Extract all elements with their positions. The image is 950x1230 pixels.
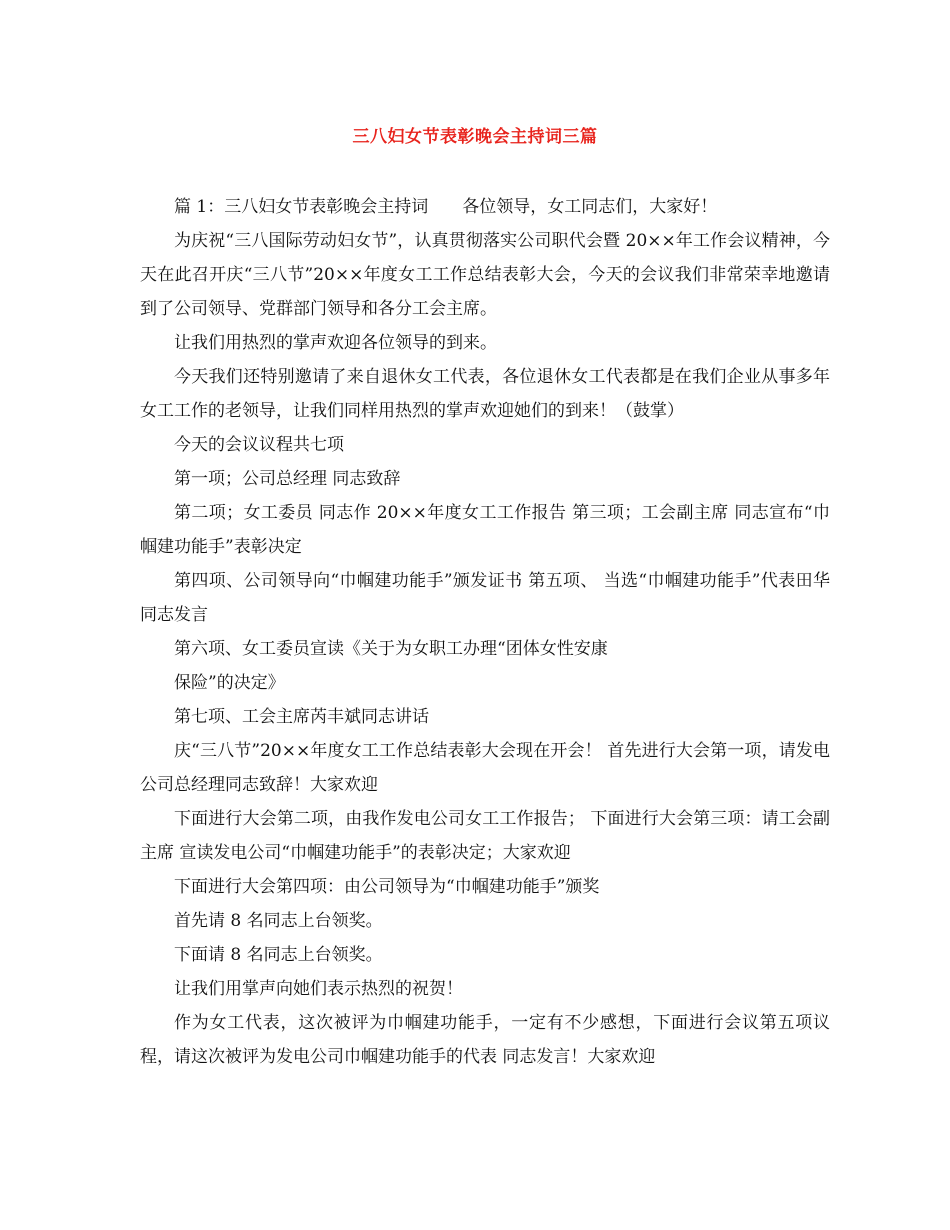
paragraph: 首先请 8 名同志上台领奖。 [174,911,383,931]
paragraph: 下面进行大会第四项：由公司领导为“巾帼建功能手”颁奖 [174,877,600,897]
paragraph: 让我们用热烈的掌声欢迎各位领导的到来。 [174,333,497,353]
paragraph: 为庆祝“三八国际劳动妇女节”，认真贯彻落实公司职代会暨 20××年工作会议精神，今天在此召开庆“三八节”20××年度女工工作总结表彰大会，今天的会议我们非常荣幸地邀请到了公司领导、党群部门领导和各分工会主席。 [140,231,830,319]
paragraph: 篇 1：三八妇女节表彰晚会主持词 各位领导，女工同志们，大家好！ [174,197,718,217]
paragraph: 庆“三八节”20××年度女工工作总结表彰大会现在开会！ 首先进行大会第一项，请发电公司总经理同志致辞！大家欢迎 [140,741,830,795]
paragraph: 第一项；公司总经理 同志致辞 [174,469,401,489]
paragraph: 让我们用掌声向她们表示热烈的祝贺！ [174,979,463,999]
paragraph: 下面请 8 名同志上台领奖。 [174,945,383,965]
paragraph: 第七项、工会主席芮丰斌同志讲话 [174,707,429,727]
paragraph: 今天我们还特别邀请了来自退休女工代表，各位退休女工代表都是在我们企业从事多年女工工作的老领导，让我们同样用热烈的掌声欢迎她们的到来！（鼓掌） [140,367,830,421]
paragraph: 作为女工代表，这次被评为巾帼建功能手，一定有不少感想，下面进行会议第五项议程，请这次被评为发电公司巾帼建功能手的代表 同志发言！大家欢迎 [140,1013,830,1067]
document-title: 三八妇女节表彰晚会主持词三篇 [352,127,598,147]
document-body [140,190,830,1074]
paragraph: 下面进行大会第二项，由我作发电公司女工工作报告； 下面进行大会第三项：请工会副主席 宣读发电公司“巾帼建功能手”的表彰决定；大家欢迎 [140,809,830,863]
paragraph: 保险”的决定》 [174,673,285,693]
paragraph: 第六项、女工委员宣读《关于为女职工办理“团体女性安康 [174,639,608,659]
paragraph: 第四项、公司领导向“巾帼建功能手”颁发证书 第五项、 当选“巾帼建功能手”代表田华同志发言 [140,571,830,625]
paragraph: 今天的会议议程共七项 [174,435,344,455]
paragraph: 第二项；女工委员 同志作 20××年度女工工作报告 第三项；工会副主席 同志宣布“巾帼建功能手”表彰决定 [140,503,830,557]
